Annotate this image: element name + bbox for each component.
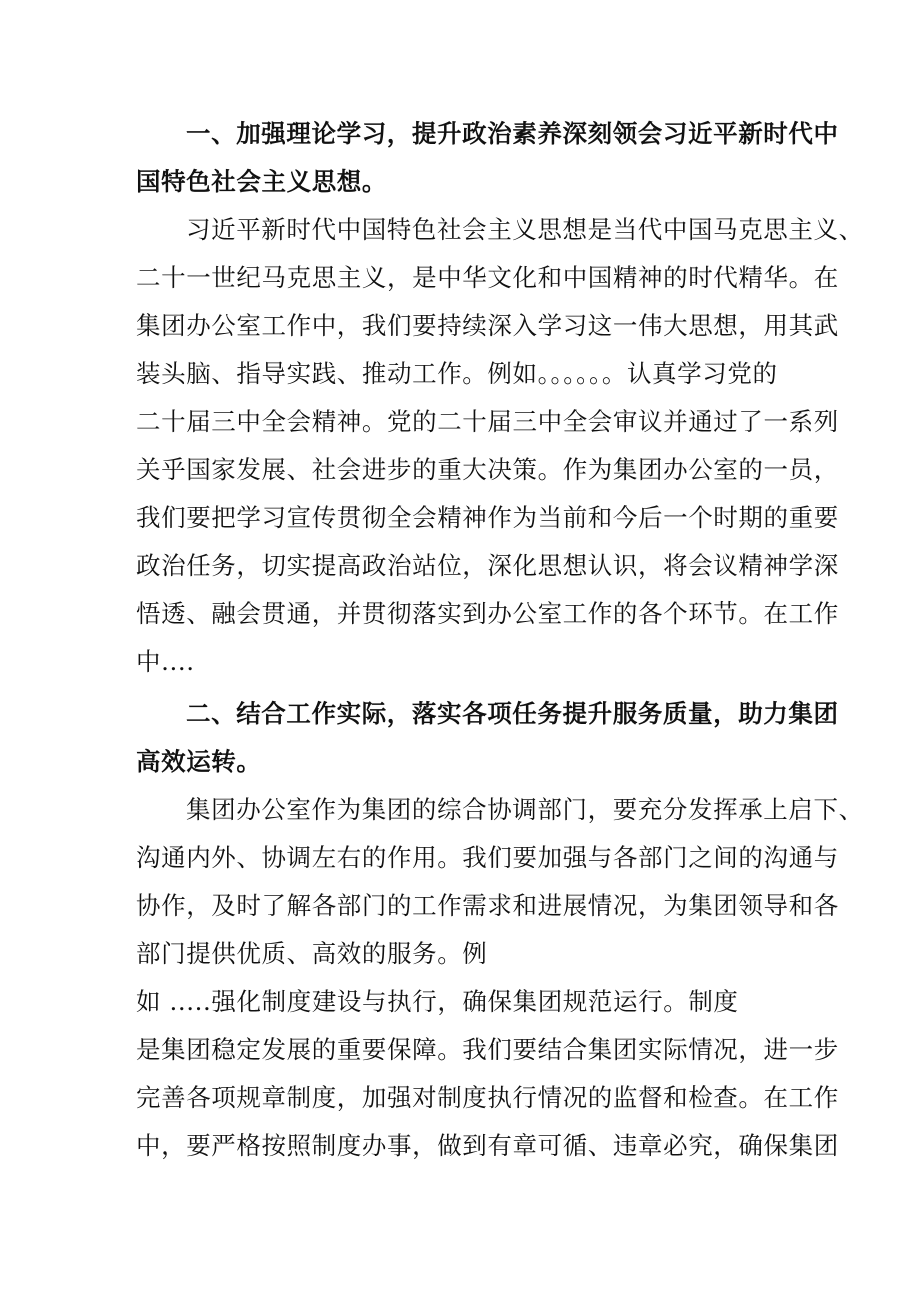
paragraph-2-line-6: 是集团稳定发展的重要保障。我们要结合集团实际情况，进一步: [136, 1035, 839, 1064]
paragraph-2-line-2: 沟通内外、协调左右的作用。我们要加强与各部门之间的沟通与: [136, 843, 839, 872]
paragraph-1-line-7: 我们要把学习宣传贯彻全会精神作为当前和今后一个时期的重要: [136, 503, 839, 532]
paragraph-1-line-4: 装头脑、指导实践、推动工作。例如。。。。。。认真学习党的: [136, 359, 778, 388]
paragraph-1-line-2: 二十一世纪马克思主义，是中华文化和中国精神的时代精华。在: [136, 263, 839, 292]
paragraph-2-line-7: 完善各项规章制度，加强对制度执行情况的监督和检查。在工作: [136, 1083, 839, 1112]
paragraph-1-line-1: 习近平新时代中国特色社会主义思想是当代中国马克思主义、: [186, 215, 864, 244]
paragraph-1-line-3: 集团办公室工作中，我们要持续深入学习这一伟大思想，用其武: [136, 311, 839, 340]
heading-1-line-2: 国特色社会主义思想。: [136, 167, 387, 196]
paragraph-1-line-10: 中....: [136, 647, 195, 676]
paragraph-1-line-5: 二十届三中全会精神。党的二十届三中全会审议并通过了一系列: [136, 407, 839, 436]
heading-2-line-1: 二、结合工作实际，落实各项任务提升服务质量，助力集团: [186, 699, 839, 728]
heading-2-line-2: 高效运转。: [136, 747, 262, 776]
paragraph-2-line-8: 中，要严格按照制度办事，做到有章可循、违章必究，确保集团: [136, 1131, 839, 1160]
paragraph-1-line-6: 关乎国家发展、社会进步的重大决策。作为集团办公室的一员，: [136, 455, 839, 484]
paragraph-2-line-3: 协作，及时了解各部门的工作需求和进展情况，为集团领导和各: [136, 891, 839, 920]
paragraph-1-line-8: 政治任务，切实提高政治站位，深化思想认识，将会议精神学深: [136, 551, 839, 580]
paragraph-2-line-4: 部门提供优质、高效的服务。例: [136, 939, 488, 968]
heading-1-line-1: 一、加强理论学习，提升政治素养深刻领会习近平新时代中: [186, 119, 839, 148]
paragraph-2-line-5: 如 .....强化制度建设与执行，确保集团规范运行。制度: [136, 987, 739, 1016]
paragraph-1-line-9: 悟透、融会贯通，并贯彻落实到办公室工作的各个环节。在工作: [136, 599, 839, 628]
paragraph-2-line-1: 集团办公室作为集团的综合协调部门，要充分发挥承上启下、: [186, 795, 864, 824]
